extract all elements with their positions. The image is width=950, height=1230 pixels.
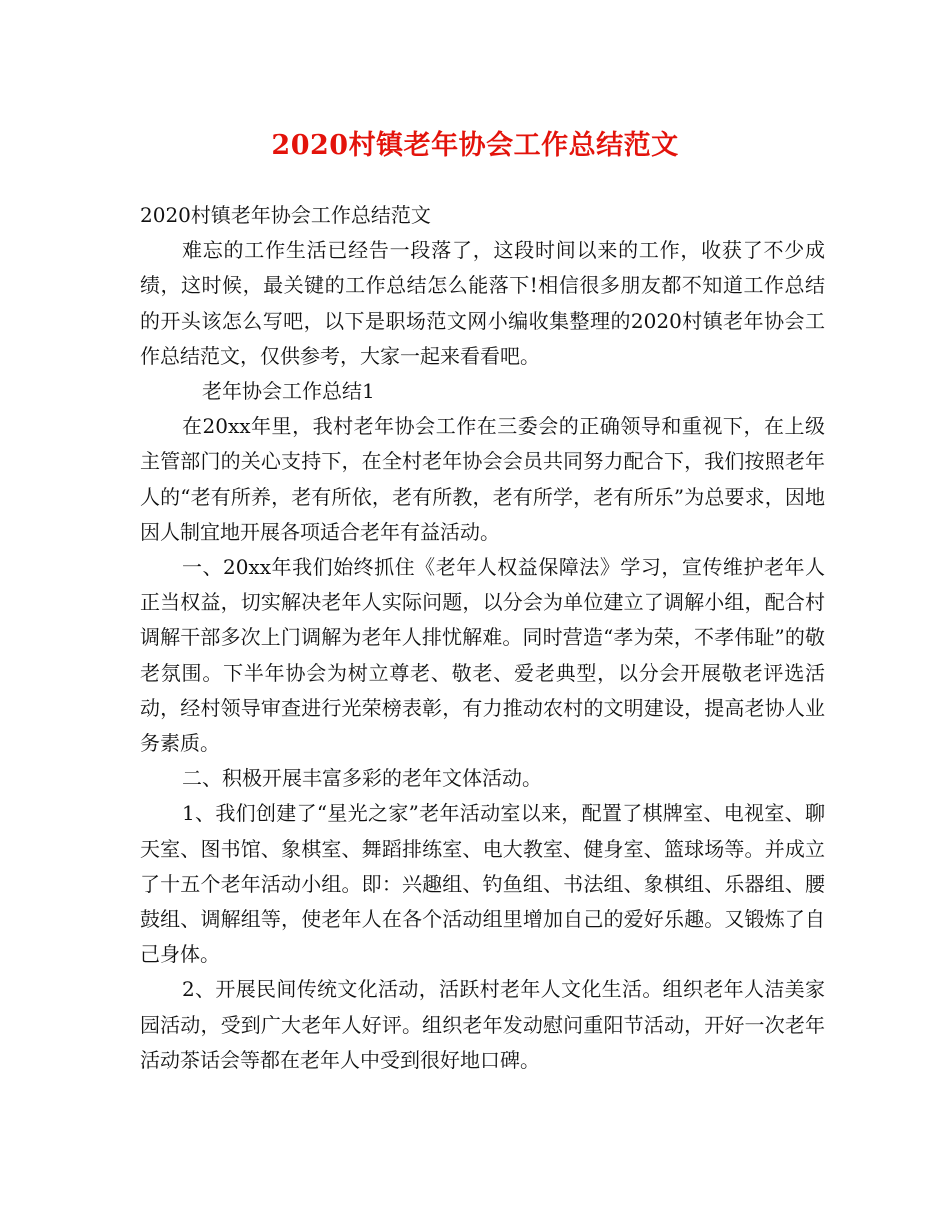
paragraph-activity-center: 1、我们创建了“星光之家”老年活动室以来，配置了棋牌室、电视室、聊天室、图书馆、象棋室、舞蹈排练室、电大教室、健身室、篮球场等。并成立了十五个老年活动小组。即：兴趣组、钓鱼组、书法组、象棋组、乐器组、腰鼓组、调解组等，使老年人在各个活动组里增加自己的爱好乐趣。又锻炼了自己身体。 [140,801,825,967]
paragraph-activities-heading: 二、积极开展丰富多彩的老年文体活动。 [182,766,542,791]
paragraph-rights-protection: 一、20xx年我们始终抓住《老年人权益保障法》学习，宣传维护老年人正当权益，切实解决老年人实际问题，以分会为单位建立了调解小组，配合村调解干部多次上门调解为老年人排忧解难。同时营造“孝为荣，不孝伟耻”的敬老氛围。下半年协会为树立尊老、敬老、爱老典型，以分会开展敬老评选活动，经村领导审查进行光荣榜表彰，有力推动农村的文明建设，提高老协人业务素质。 [140,555,825,756]
document-title: 2020村镇老年协会工作总结范文 [271,130,679,161]
paragraph-summary: 在20xx年里，我村老年协会工作在三委会的正确领导和重视下，在上级主管部门的关心支持下，在全村老年协会会员共同努力配合下，我们按照老年人的“老有所养，老有所依，老有所教，老有所学，老有所乐”为总要求，因地因人制宜地开展各项适合老年有益活动。 [140,414,825,544]
section-heading: 老年协会工作总结1 [202,379,375,404]
paragraph-folk-culture: 2、开展民间传统文化活动，活跃村老年人文化生活。组织老年人洁美家园活动，受到广大老年人好评。组织老年发动慰问重阳节活动，开好一次老年活动茶话会等都在老年人中受到很好地口碑。 [140,977,825,1072]
intro-paragraph: 难忘的工作生活已经告一段落了，这段时间以来的工作，收获了不少成绩，这时候，最关键的工作总结怎么能落下!相信很多朋友都不知道工作总结的开头该怎么写吧，以下是职场范文网小编收集整理的2020村镇老年协会工作总结范文，仅供参考，大家一起来看看吧。 [140,238,825,368]
document-subtitle: 2020村镇老年协会工作总结范文 [140,203,431,227]
document-body [140,198,825,1078]
